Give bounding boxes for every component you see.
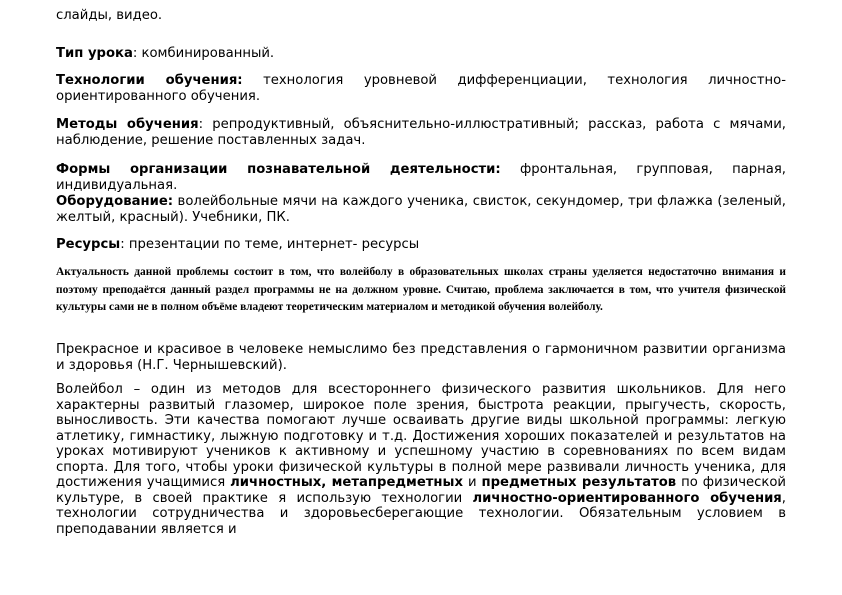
para-text-4: , технологии сотрудничества и здоровьесберегающие технологии. Обязательным условием в преподавании является и bbox=[56, 490, 786, 537]
lesson-type-label: Тип урока bbox=[56, 46, 133, 61]
methods-value: : репродуктивный, объяснительно-иллюстративный; рассказ, работа с мячами, наблюдение, решение поставленных задач. bbox=[56, 117, 787, 148]
lesson-type bbox=[56, 46, 786, 62]
continuation-line: слайды, видео. bbox=[56, 8, 163, 23]
para-bold-3: личностно-ориентированного обучения bbox=[472, 490, 782, 506]
methods bbox=[56, 117, 786, 148]
forms-label: Формы организации познавательной деятельности: bbox=[56, 162, 501, 177]
para-text-3: по физической культуре, в своей практике я использую технологии bbox=[56, 475, 786, 506]
methods-label: Методы обучения bbox=[56, 117, 199, 132]
lesson-type-value: : комбинированный. bbox=[132, 46, 275, 61]
para-bold-2: предметных результатов bbox=[481, 475, 677, 490]
forms-value: фронтальная, групповая, парная, индивидуальная. bbox=[56, 162, 786, 193]
equipment bbox=[56, 194, 786, 225]
equipment-value: волейбольные мячи на каждого ученика, свисток, секундомер, три флажка (зеленый, желтый, красный). Учебники, ПК. bbox=[56, 194, 786, 225]
technologies-label: Технологии обучения: bbox=[56, 73, 243, 88]
technologies-value: технология уровневой дифференциации, технология личностно-ориентированного обучения. bbox=[56, 73, 786, 104]
para-text-2: и bbox=[462, 475, 482, 490]
resources-value: : презентации по теме, интернет- ресурсы bbox=[120, 237, 420, 252]
volleyball-paragraph bbox=[56, 382, 786, 537]
quote-paragraph: Прекрасное и красивое в человеке немыслимо без представления о гармоничном развитии организма и здоровья (Н.Г. Чернышевский). bbox=[56, 342, 786, 373]
equipment-label: Оборудование: bbox=[56, 194, 174, 209]
resources-label: Ресурсы bbox=[56, 237, 121, 252]
para-text-1: Волейбол – один из методов для всестороннего физического развития школьников. Для него характерны развитый глазомер, широкое поле зрения, быстрота реакции, прыгучесть, скорость, выносливость. Эти качества помогают лучше осваивать другие виды школьной программы: легкую атлетику, гимнастику, лыжную подготовку и т.д. Достижения хороших показателей и результатов на уроках мотивируют учеников к активному и успешному участию в соревнованиях по всем видам спорта. Для того, чтобы уроки физической культуры в полной мере развивали личность ученика, для достижения учащимися bbox=[56, 382, 786, 490]
relevance-text: Актуальность данной проблемы состоит в том, что волейболу в образовательных школах страны уделяется недостаточно внимания и поэтому преподаётся данный раздел программы не на должном уровне. Считаю, проблема заключается в том, что учителя физической культуры сами не в полном объёме владеют теоретическим материалом и методикой обучения волейболу. bbox=[56, 266, 786, 313]
relevance-paragraph bbox=[56, 264, 786, 317]
technologies bbox=[56, 73, 786, 104]
para-bold-1: личностных, метапредметных bbox=[230, 475, 463, 490]
resources bbox=[56, 237, 786, 253]
forms bbox=[56, 162, 786, 193]
